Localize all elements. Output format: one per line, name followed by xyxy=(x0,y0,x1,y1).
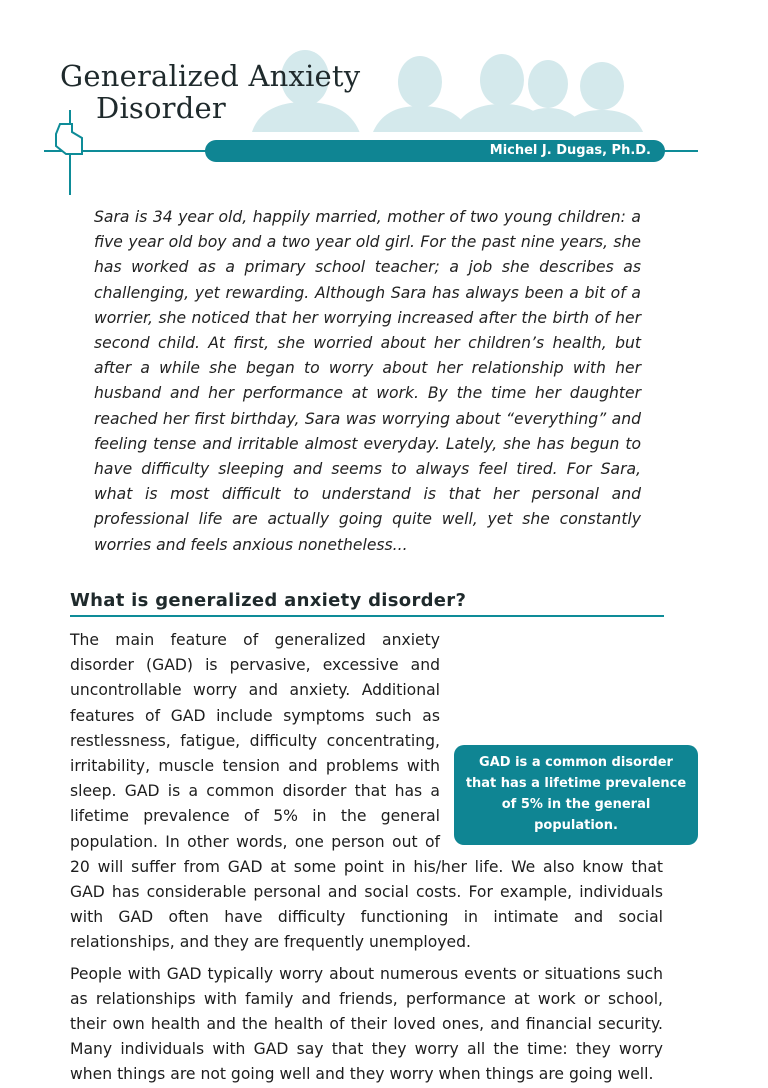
page-title xyxy=(60,60,360,124)
title-line-2: Disorder xyxy=(96,91,226,125)
case-vignette: Sara is 34 year old, happily married, mother of two young children: a five year old boy and a two year old girl. For the past nine years, she has worked as a primary school teacher; a job she describes as challenging, yet rewarding. Although Sara has always been a bit of a worrier, she noticed that her worrying increased after the birth of her second child. At first, she worried about her children’s health, but after a while she began to worry about her relationship with her husband and her performance at work. By the time her daughter reached her first birthday, Sara was worrying about “everything” and feeling tense and irritable almost everyday. Lately, she has begun to have difficulty sleeping and seems to always feel tired. For Sara, what is most difficult to understand is that her personal and professional life are actually going quite well, yet she constantly worries and feels anxious nonetheless... xyxy=(94,208,641,554)
section-heading: What is generalized anxiety disorder? xyxy=(70,590,664,617)
body-paragraph-1: The main feature of generalized anxiety disorder (GAD) is pervasive, excessive and uncontrollable worry and anxiety. Additional features of GAD include symptoms such as restlessness, fatigue, difficulty concentrating, irritability, muscle tension and problems with sleep. GAD is a common disorder that has a lifetime prevalence of 5% in the general population. In other words, one person out of 20 will suffer from GAD at some point in his/her life. We also know that GAD has considerable personal and social costs. For example, individuals with GAD often have difficulty functioning in intimate and social relationships, and they are frequently unemployed. xyxy=(70,631,663,952)
body-paragraph-2: People with GAD typically worry about numerous events or situations such as relationships with family and friends, performance at work or school, their own health and the health of their loved ones, and financial security. Many individuals with GAD say that they worry all the time: they worry when things are not going well and they worry when things are going well. xyxy=(70,964,663,1084)
callout-box: GAD is a common disorder that has a lifetime prevalence of 5% in the general population. xyxy=(454,745,698,845)
accent-horizontal-line-right xyxy=(660,150,698,152)
author-banner: Michel J. Dugas, Ph.D. xyxy=(205,140,665,162)
section-body xyxy=(70,628,687,1088)
title-line-1: Generalized Anxiety xyxy=(60,59,361,93)
corner-mark-icon xyxy=(52,120,88,160)
